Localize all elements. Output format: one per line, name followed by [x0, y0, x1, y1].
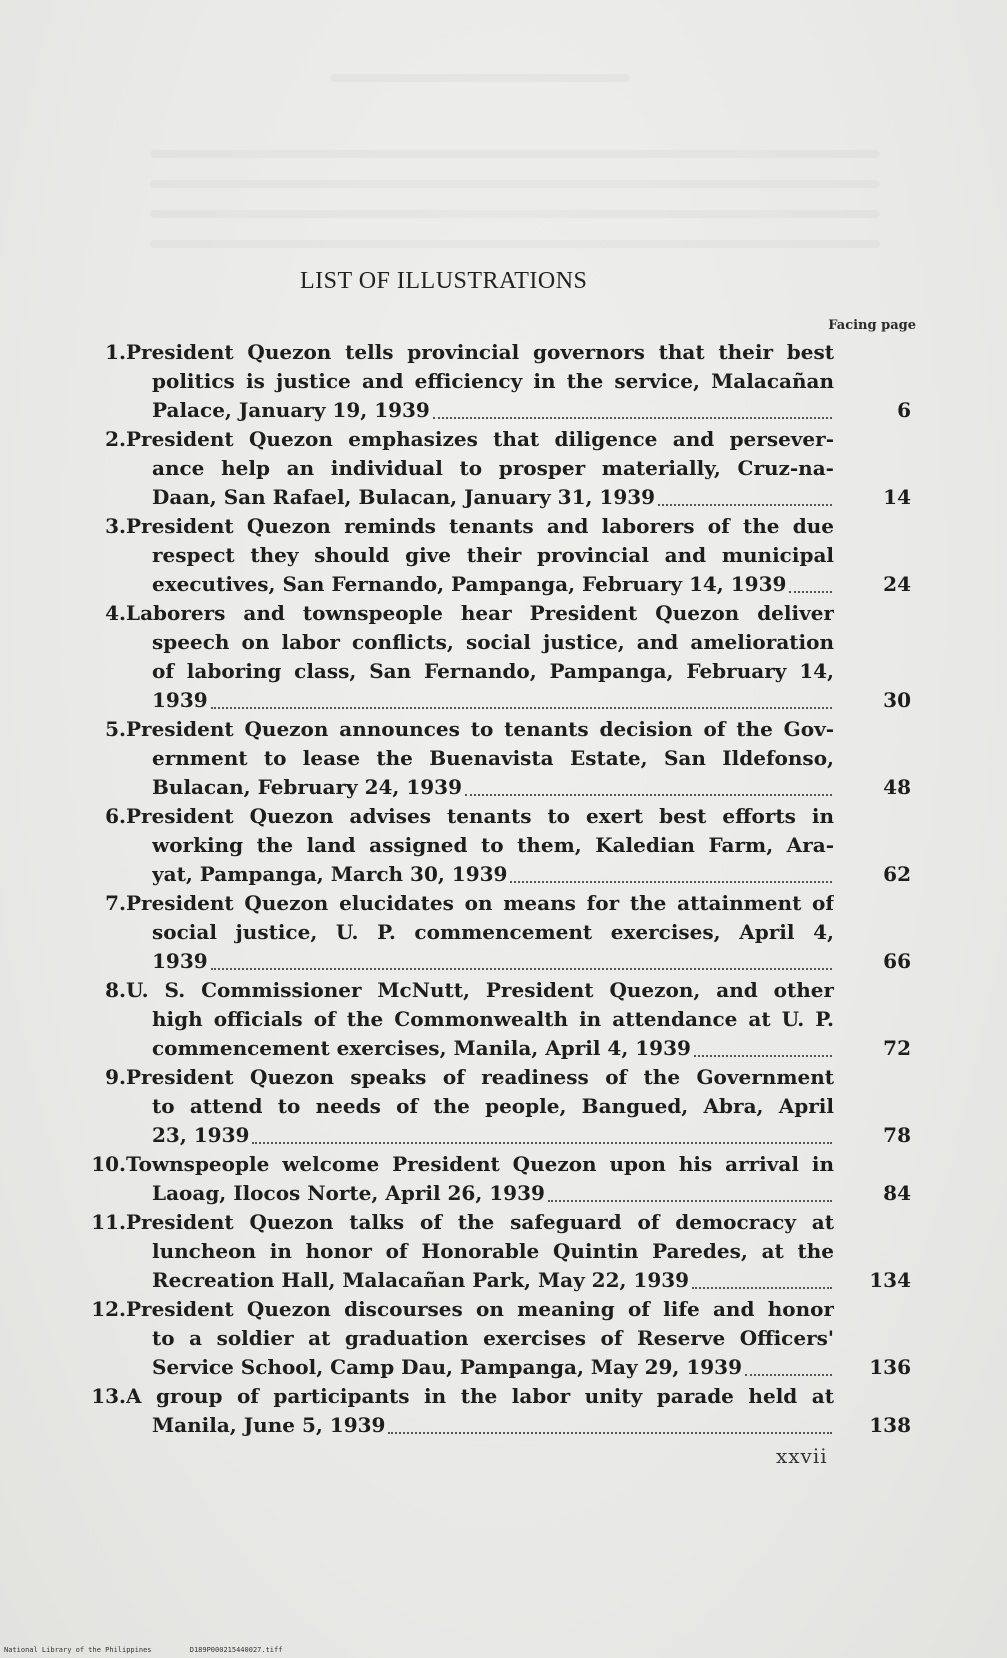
caption-line: President Quezon advises tenants to exert best efforts in: [126, 804, 834, 828]
footer-filename: D189P000215440027.tiff: [189, 1646, 283, 1654]
bleed-through-shadow: [330, 74, 630, 82]
caption-line: Manila, June 5, 1939: [152, 1413, 386, 1437]
footer-source: National Library of the Philippines: [4, 1646, 152, 1654]
dot-leader: [510, 881, 832, 883]
caption-line: President Quezon speaks of readiness of the Government: [126, 1065, 834, 1089]
facing-page-number: 24: [883, 572, 911, 596]
facing-page-number: 136: [869, 1355, 911, 1379]
item-caption: [126, 1382, 834, 1440]
caption-line: Daan, San Rafael, Bulacan, January 31, 1939: [152, 485, 656, 509]
caption-line: ernment to lease the Buenavista Estate, San Ildefonso,: [152, 746, 834, 770]
dot-leader: [252, 1142, 832, 1144]
dot-leader: [388, 1432, 832, 1434]
item-caption: [126, 889, 834, 976]
caption-line: 1939: [152, 949, 208, 973]
item-number: 10.: [91, 1152, 126, 1176]
item-number: 6.: [105, 804, 126, 828]
caption-line: President Quezon reminds tenants and laborers of the due: [126, 514, 834, 538]
dot-leader: [433, 417, 832, 419]
caption-line: politics is justice and efficiency in the service, Malacañan: [152, 369, 834, 393]
caption-line: working the land assigned to them, Kaledian Farm, Ara-: [152, 833, 834, 857]
bleed-through-shadow: [150, 240, 880, 248]
dot-leader: [211, 707, 832, 709]
caption-line: President Quezon elucidates on means for the attainment of: [126, 891, 834, 915]
item-caption: [126, 1063, 834, 1150]
caption-line: high officials of the Commonwealth in attendance at U. P.: [152, 1007, 834, 1031]
caption-line: ance help an individual to prosper materially, Cruz-na-: [152, 456, 834, 480]
caption-line: Service School, Camp Dau, Pampanga, May 29, 1939: [152, 1355, 742, 1379]
item-caption: [126, 976, 834, 1063]
caption-line: 23, 1939: [152, 1123, 250, 1147]
caption-line: Laoag, Ilocos Norte, April 26, 1939: [152, 1181, 545, 1205]
item-number: 3.: [105, 514, 126, 538]
item-number: 2.: [105, 427, 126, 451]
item-number: 7.: [105, 891, 126, 915]
dot-leader: [658, 504, 832, 506]
facing-page-number: 6: [897, 398, 911, 422]
caption-line: President Quezon tells provincial governors that their best: [126, 340, 834, 364]
caption-line: Palace, January 19, 1939: [152, 398, 430, 422]
bleed-through-shadow: [150, 210, 880, 218]
dot-leader: [692, 1287, 832, 1289]
facing-page-number: 30: [883, 688, 911, 712]
bleed-through-shadow: [150, 150, 880, 158]
item-number: 5.: [105, 717, 126, 741]
caption-line: to a soldier at graduation exercises of Reserve Officers': [152, 1326, 834, 1350]
caption-line: U. S. Commissioner McNutt, President Quezon, and other: [126, 978, 834, 1002]
facing-page-number: 62: [883, 862, 911, 886]
facing-page-header: Facing page: [828, 318, 916, 333]
dot-leader: [745, 1374, 832, 1376]
caption-line: speech on labor conflicts, social justice, and amelioration: [152, 630, 834, 654]
caption-line: President Quezon emphasizes that diligence and persever-: [126, 427, 834, 451]
dot-leader: [789, 591, 832, 593]
caption-line: social justice, U. P. commencement exercises, April 4,: [152, 920, 834, 944]
caption-line: President Quezon talks of the safeguard of democracy at: [126, 1210, 834, 1234]
caption-line: respect they should give their provincial and municipal: [152, 543, 834, 567]
facing-page-number: 138: [869, 1413, 911, 1437]
caption-line: President Quezon announces to tenants decision of the Gov-: [126, 717, 834, 741]
page-title: LIST OF ILLUSTRATIONS: [300, 268, 588, 294]
item-caption: [126, 338, 834, 425]
item-caption: [126, 425, 834, 512]
bleed-through-shadow: [150, 180, 880, 188]
caption-line: A group of participants in the labor unity parade held at: [126, 1384, 834, 1408]
facing-page-number: 78: [883, 1123, 911, 1147]
dot-leader: [694, 1055, 832, 1057]
item-number: 9.: [105, 1065, 126, 1089]
item-caption: [126, 512, 834, 599]
scan-footer: [4, 1646, 316, 1654]
item-caption: [126, 1150, 834, 1208]
item-number: 8.: [105, 978, 126, 1002]
facing-page-number: 134: [869, 1268, 911, 1292]
item-number: 13.: [91, 1384, 126, 1408]
item-number: 12.: [91, 1297, 126, 1321]
page-folio: xxvii: [776, 1444, 828, 1468]
caption-line: of laboring class, San Fernando, Pampanga, February 14,: [152, 659, 834, 683]
item-caption: [126, 802, 834, 889]
dot-leader: [465, 794, 832, 796]
caption-line: Townspeople welcome President Quezon upon his arrival in: [126, 1152, 834, 1176]
item-caption: [126, 715, 834, 802]
facing-page-number: 84: [883, 1181, 911, 1205]
dot-leader: [211, 968, 832, 970]
item-caption: [126, 1208, 834, 1295]
facing-page-number: 14: [883, 485, 911, 509]
caption-line: commencement exercises, Manila, April 4, 1939: [152, 1036, 691, 1060]
item-number: 4.: [105, 601, 126, 625]
caption-line: yat, Pampanga, March 30, 1939: [152, 862, 508, 886]
item-caption: [126, 1295, 834, 1382]
caption-line: Recreation Hall, Malacañan Park, May 22, 1939: [152, 1268, 690, 1292]
item-number: 11.: [91, 1210, 126, 1234]
item-number: 1.: [105, 340, 126, 364]
caption-line: President Quezon discourses on meaning of life and honor: [126, 1297, 834, 1321]
caption-line: executives, San Fernando, Pampanga, February 14, 1939: [152, 572, 787, 596]
facing-page-number: 66: [883, 949, 911, 973]
facing-page-number: 48: [883, 775, 911, 799]
dot-leader: [548, 1200, 832, 1202]
caption-line: 1939: [152, 688, 208, 712]
item-caption: [126, 599, 834, 715]
caption-line: Bulacan, February 24, 1939: [152, 775, 462, 799]
caption-line: luncheon in honor of Honorable Quintin Paredes, at the: [152, 1239, 834, 1263]
facing-page-number: 72: [883, 1036, 911, 1060]
caption-line: to attend to needs of the people, Bangued, Abra, April: [152, 1094, 834, 1118]
caption-line: Laborers and townspeople hear President Quezon deliver: [126, 601, 834, 625]
